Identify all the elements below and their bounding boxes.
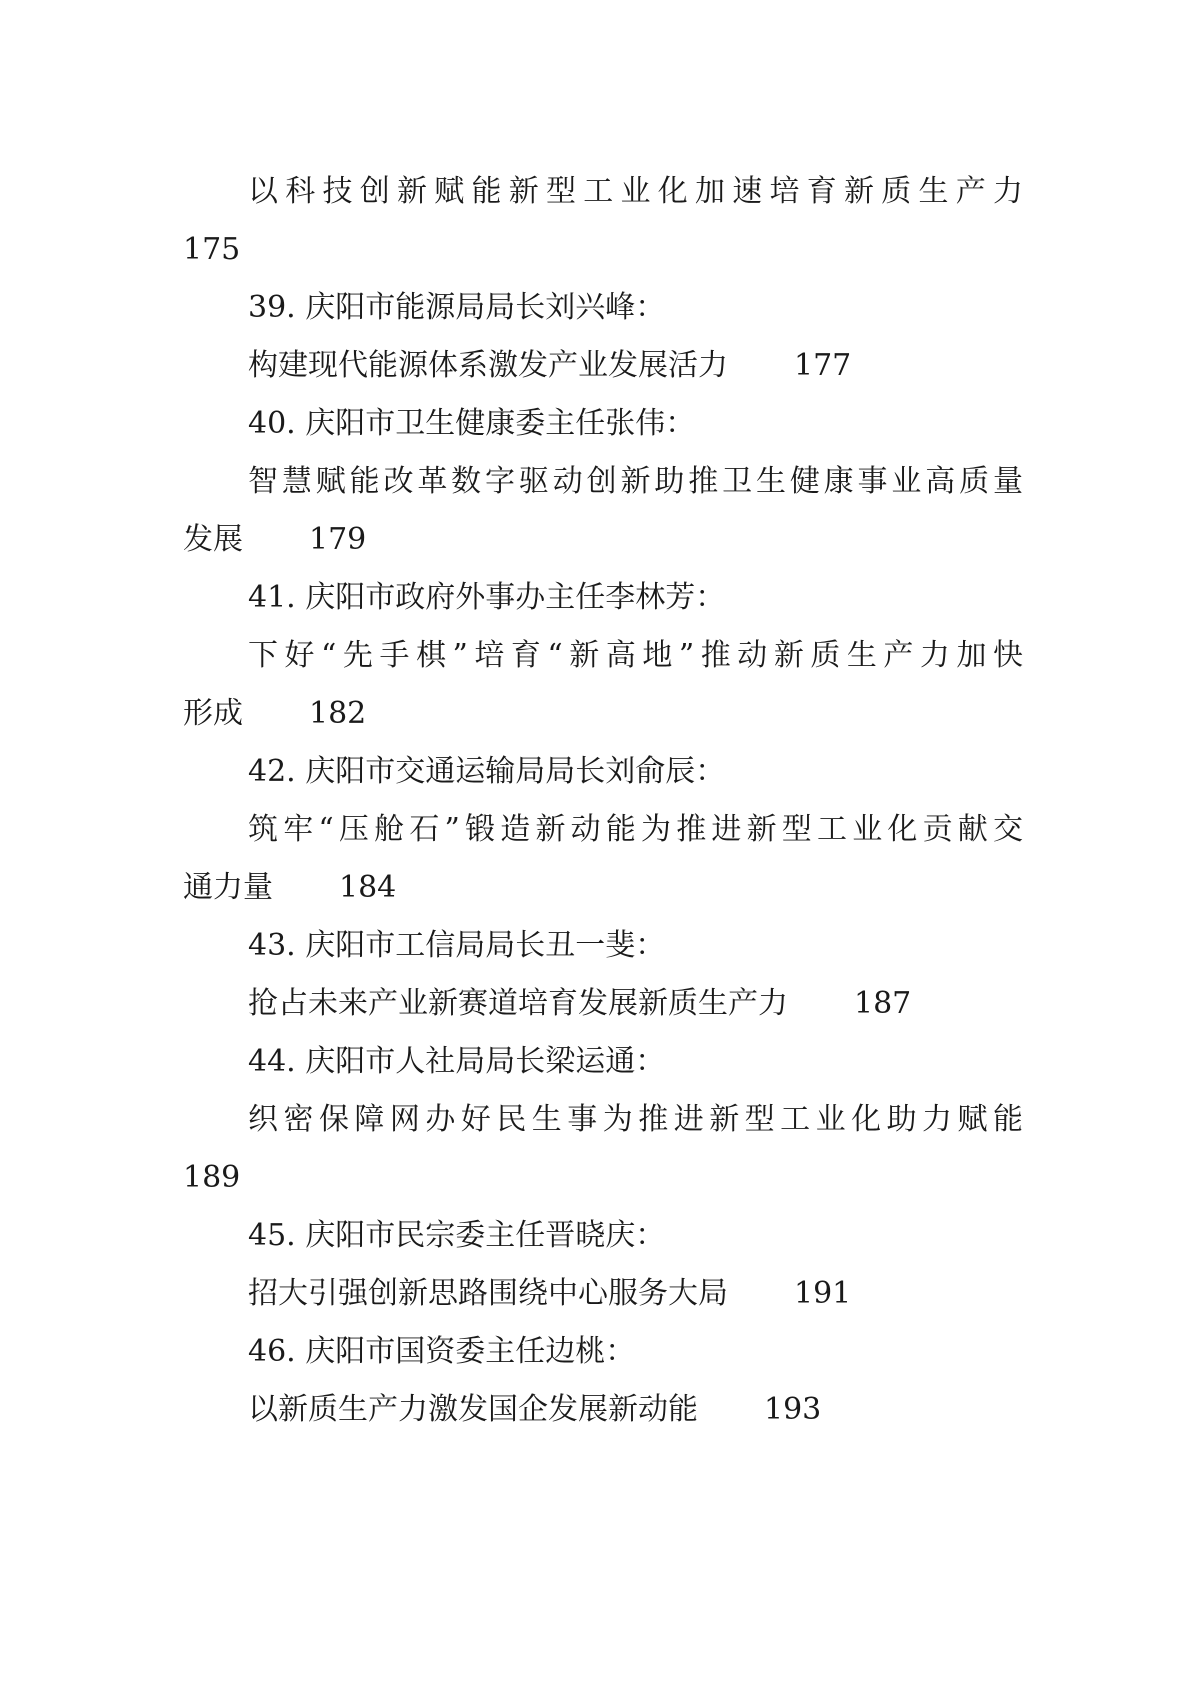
toc-entry-45-heading [248,1216,1023,1256]
toc-entry-40-page: 179 [309,522,367,557]
toc-entry-44-heading [248,1042,1023,1082]
toc-entry-38-page-line [183,230,1023,270]
toc-entry-45-title [248,1274,1023,1314]
toc-entry-39-title-text: 构建现代能源体系激发产业发展活力 [248,348,728,383]
toc-entry-40-heading-text: 40. 庆阳市卫生健康委主任张伟： [248,406,696,441]
toc-entry-40-title-cont [183,520,1023,560]
toc-entry-46-title [248,1390,1023,1430]
toc-entry-40-title-cont-text: 发展 [183,522,243,557]
toc-entry-40-title-text: 智慧赋能改革数字驱动创新助推卫生健康事业高质量 [248,464,1023,499]
toc-entry-42-title-text: 筑牢“压舱石”锻造新动能为推进新型工业化贡献交 [248,812,1023,847]
toc-entry-44-title-text: 织密保障网办好民生事为推进新型工业化助力赋能 [248,1102,1023,1137]
toc-entry-42-title [248,810,1023,850]
toc-entry-44-page-line [183,1158,1023,1198]
toc-entry-39-page: 177 [794,348,852,383]
toc-entry-42-title-cont [183,868,1023,908]
toc-entry-44-title [248,1100,1023,1140]
toc-entry-41-page: 182 [309,696,367,731]
toc-entry-38-page: 175 [183,232,241,267]
toc-entry-41-title-text: 下好“先手棋”培育“新高地”推动新质生产力加快 [248,638,1023,673]
toc-entry-41-title-cont [183,694,1023,734]
toc-entry-46-heading [248,1332,1023,1372]
toc-entry-42-title-cont-text: 通力量 [183,870,273,905]
toc-entry-45-title-text: 招大引强创新思路围绕中心服务大局 [248,1276,728,1311]
toc-entry-41-heading [248,578,1023,618]
toc-entry-39-heading-text: 39. 庆阳市能源局局长刘兴峰： [248,290,666,325]
toc-entry-44-page: 189 [183,1160,241,1195]
toc-entry-38-title-text: 以科技创新赋能新型工业化加速培育新质生产力 [248,174,1023,209]
toc-entry-40-title [248,462,1023,502]
toc-entry-45-page: 191 [794,1276,852,1311]
toc-entry-46-heading-text: 46. 庆阳市国资委主任边桃： [248,1334,636,1369]
toc-entry-43-title-text: 抢占未来产业新赛道培育发展新质生产力 [248,986,788,1021]
toc-entry-43-heading [248,926,1023,966]
toc-entry-41-title-cont-text: 形成 [183,696,243,731]
toc-entry-40-heading [248,404,1023,444]
toc-entry-44-heading-text: 44. 庆阳市人社局局长梁运通： [248,1044,666,1079]
toc-entry-39-heading [248,288,1023,328]
toc-entry-41-heading-text: 41. 庆阳市政府外事办主任李林芳： [248,580,726,615]
toc-entry-43-title [248,984,1023,1024]
toc-entry-45-heading-text: 45. 庆阳市民宗委主任晋晓庆： [248,1218,666,1253]
toc-entry-42-page: 184 [339,870,397,905]
toc-entry-41-title [248,636,1023,676]
toc-entry-43-heading-text: 43. 庆阳市工信局局长丑一斐： [248,928,666,963]
toc-entry-46-title-text: 以新质生产力激发国企发展新动能 [248,1392,698,1427]
toc-entry-39-title [248,346,1023,386]
toc-entry-43-page: 187 [854,986,912,1021]
toc-entry-38-title [248,172,1023,212]
toc-entry-42-heading [248,752,1023,792]
toc-entry-42-heading-text: 42. 庆阳市交通运输局局长刘俞辰： [248,754,726,789]
toc-entry-46-page: 193 [764,1392,822,1427]
